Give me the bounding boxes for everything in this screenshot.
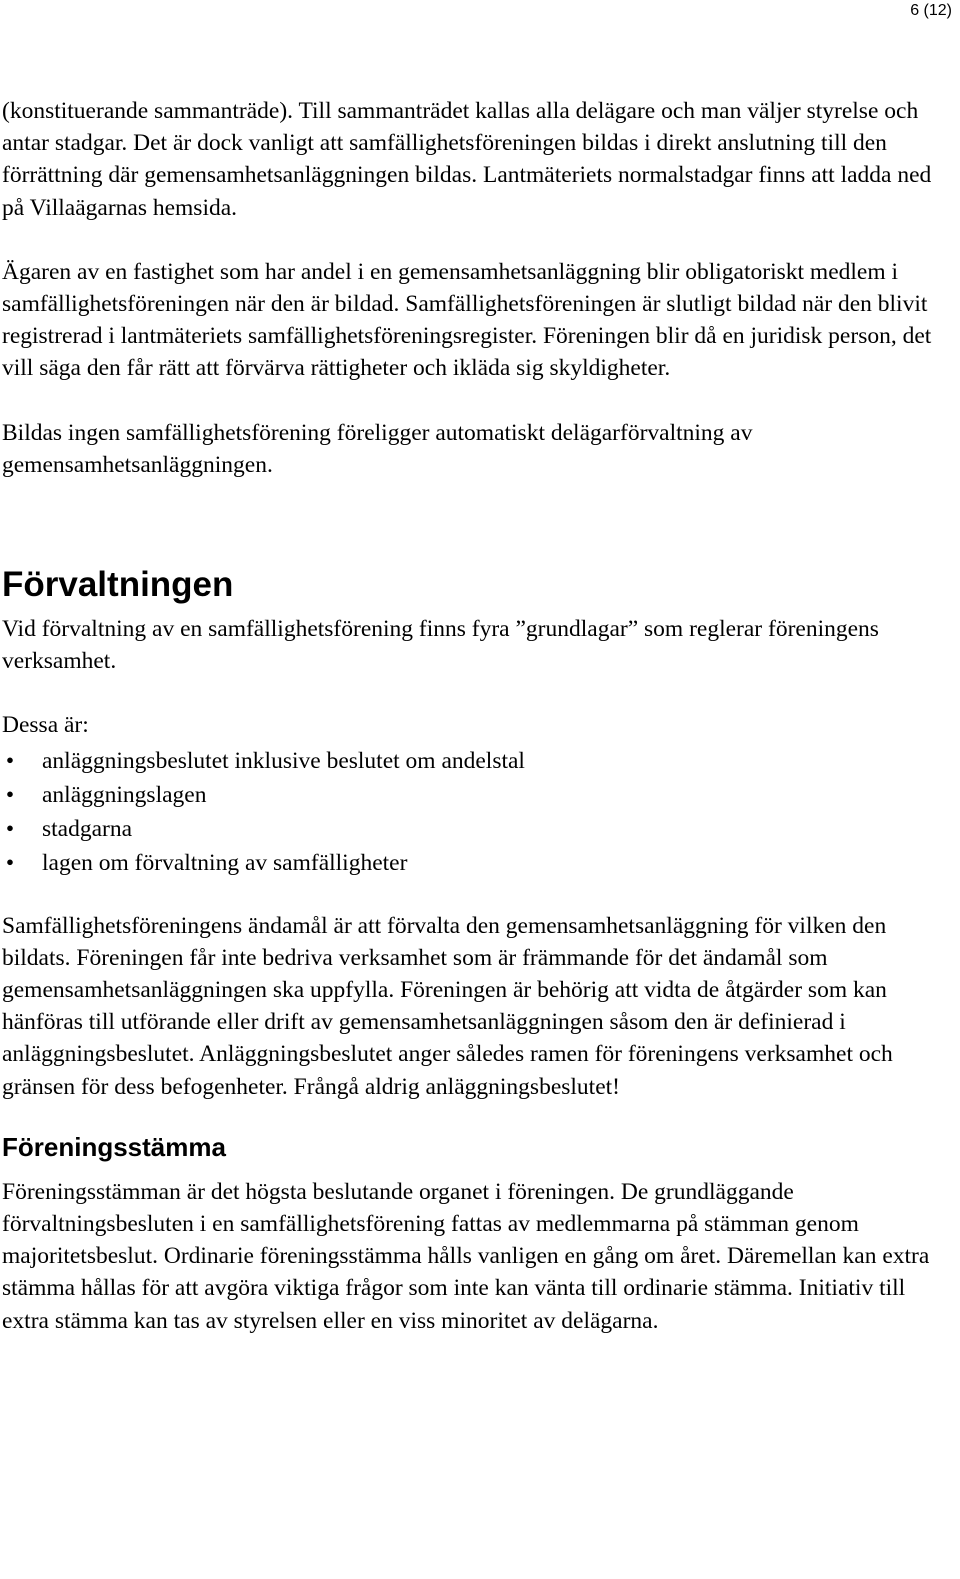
bullet-icon: • [5,781,15,808]
paragraph-andamal: Samfällighetsföreningens ändamål är att förvalta den gemensamhetsanläggning för vilken den bildats. Föreningen får inte bedriva verksamhet som är främmande för det ändamål som gemensamhetsanläggningen ska uppfylla. Föreningen är behörig att vidta de åtgärder som kan hänföras till utförande eller drift av gemensamhetsanläggningen såsom den är definierad i anläggningsbeslutet. Anläggningsbeslutet anger således ramen för föreningens verksamhet och gränsen för dess befogenheter. Frångå aldrig anläggningsbeslutet! [2,912,893,1100]
page-number: 6 (12) [910,2,952,19]
list-item-text: stadgarna [42,815,133,842]
list-item [2,846,952,880]
grundlagar-list [2,744,952,880]
list-item [2,744,952,778]
paragraph-grundlagar: Vid förvaltning av en samfällighetsförening finns fyra ”grundlagar” som reglerar föreningens verksamhet. [2,616,879,675]
paragraph-konstituerande: (konstituerande sammanträde). Till sammanträdet kallas alla delägare och man väljer styrelse och antar stadgar. Det är dock vanligt att samfällighetsföreningen bildas i direkt anslutning till den förrättning där gemensamhetsanläggningen bildas. Lantmäteriets normalstadgar finns att ladda ned på Villaägarnas hemsida. [2,98,932,221]
list-item-text: anläggningslagen [42,781,207,808]
bullet-icon: • [5,747,15,774]
paragraph-membership: Ägaren av en fastighet som har andel i en gemensamhetsanläggning blir obligatoriskt medlem i samfällighetsföreningen när den är bildad. Samfällighetsföreningen är slutligt bildad när den blivit registrerad i lantmäteriets samfällighetsföreningsregister. Föreningen blir då en juridisk person, det vill säga den får rätt att förvärva rättigheter och ikläda sig skyldigheter. [2,258,932,382]
document-body [2,95,952,1337]
bullet-icon: • [5,815,15,842]
paragraph-delagarforvaltning: Bildas ingen samfällighetsförening föreligger automatiskt delägarförvaltning av gemensamhetsanläggningen. [2,419,753,478]
heading-forvaltningen: Förvaltningen [2,565,234,605]
list-intro: Dessa är: [2,712,89,739]
list-item [2,778,952,812]
list-item [2,812,952,846]
heading-foreningsstamma: Föreningsstämma [2,1131,226,1162]
paragraph-foreningsstamma: Föreningsstämman är det högsta beslutande organet i föreningen. De grundläggande förvaltningsbesluten i en samfällighetsförening fattas av medlemmarna på stämman genom majoritetsbeslut. Ordinarie föreningsstämma hålls vanligen en gång om året. Däremellan kan extra stämma hållas för att avgöra viktiga frågor som inte kan vänta till ordinarie stämma. Initiativ till extra stämma kan tas av styrelsen eller en viss minoritet av delägarna. [2,1178,930,1334]
bullet-icon: • [5,849,15,876]
list-item-text: lagen om förvaltning av samfälligheter [42,849,408,876]
list-item-text: anläggningsbeslutet inklusive beslutet om andelstal [42,747,525,774]
